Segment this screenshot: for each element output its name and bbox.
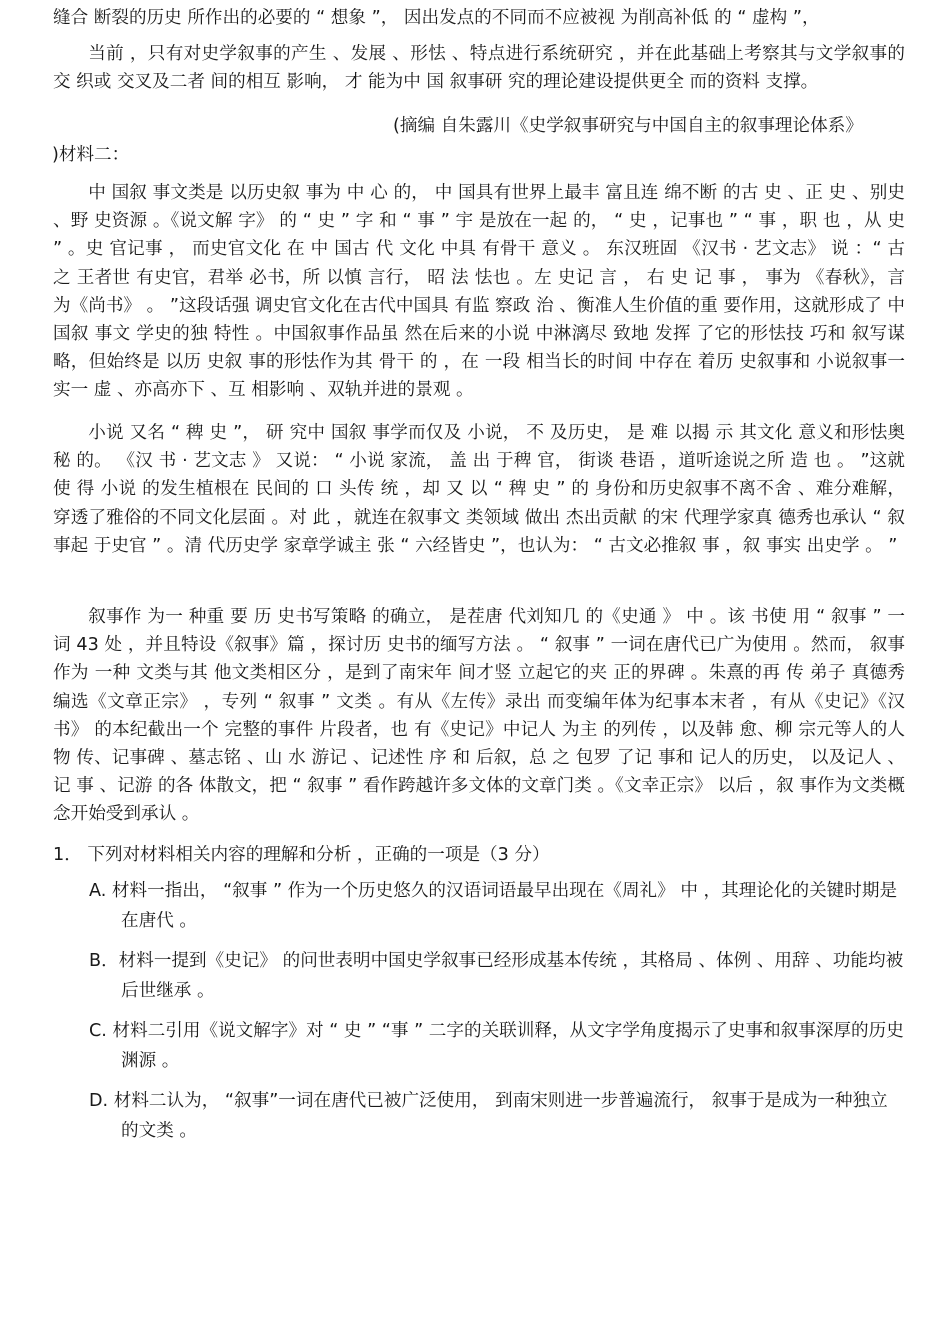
paragraph-material2-1: 中 国叙 事文类是 以历史叙 事为 中 心 的， 中 国具有世界上最丰 富且连 绵不断 的古 史 、正 史 、别史 、野 史资源 。《说文解 字》 的 “ 史 ” 字 和 “ 事 ” 宇 是放在一起 的， “ 史 ，记事也 ” “ 事 ，职 也 ，从 史 ” 。史 官记事 ， 而史官文化 在 中 国古 代 文化 中具 有骨干 意义 。 东汉班固 《汉书 · 艺文志》 说 ：“ 古之 王者世 有史官，君举 必书，所 以慎 言行， 昭 法 怯也 。左 史记 言 ， 右 史 记 事 ， 事为 《春秋》，言 为《尚书》 。 ”这段话强 调史官文化在古代中国具 有监 察政 治 、衡准人生价值的重 要作用，这就形成了 中国叙 事文 学史的独 特性 。中国叙事作品虽 然在后来的小说 中淋漓尽 致地 发挥 了它的形怯技 巧和 叙写谋略，但始终是 以历 史叙 事的形怯作为其 骨干 的 ，在 一段 相当长的时间 中存在 着历 史叙事和 小说叙事一 实一 虚 、亦高亦下 、互 相影响 、双轨并进的景观 。 — [53, 183, 905, 401]
paragraph-current-research: 当前 ，只有对史学叙事的产生 、发展 、形怯 、特点进行系统研究 ，并在此基础上考察其与文学叙事的交 织或 交叉及二者 间的相互 影响， 才 能为中 国 叙事研 究的理论建设提供更全 而的资料 支撑。 — [53, 44, 905, 93]
option-a[interactable]: A. 材料一指出， “叙事 ” 作为一个历史悠久的汉语词语最早出现在《周礼》 中 ，其理论化的关键时期是在唐代 。 — [89, 881, 898, 931]
paragraph-material2-2: 小说 又名 “ 稗 史 ”， 研 究中 国叙 事学而仅及 小说， 不 及历史， 是 难 以揭 示 其文化 意义和形怯奥秘 的。 《汉 书 · 艺文志 》 又说： “ 小说 家流， 盖 出 于稗 官， 街谈 巷语 ，道听途说之所 造 也 。 ”这就使 得 小说 的发生植根在 民间的 口 头传 统 ，却 又 以 “ 稗 史 ” 的 身份和历史叙事不离不舍 、难分难解， 穿透了雅俗的不同文化层面 。对 此 ，就连在叙事文 类领域 做出 杰出贡献 的宋 代理学家真 德秀也承认 “ 叙事起 于史官 ” 。清 代历史学 家章学诚主 张 “ 六经皆史 ”，也认为： “ 古文必推叙 事 ，叙 事实 出史学 。 ” — [53, 423, 905, 556]
intro-line: 缝合 断裂的历史 所作出的必要的 “ 想象 ”， 因出发点的不同而不应被视 为削高补低 的 “ 虚构 ”， — [53, 8, 820, 28]
question-stem: 1． 下列对材料相关内容的理解和分析 ，正确的一项是（3 分） — [53, 845, 550, 865]
option-d[interactable]: D. 材料二认为， “叙事”一词在唐代已被广泛使用， 到南宋则进一步普遍流行， 叙事于是成为一种独立的文类 。 — [89, 1091, 888, 1141]
material-two-heading: )材料二： — [52, 145, 130, 165]
paragraph-material2-3: 叙事作 为一 种重 要 历 史书写策略 的确立， 是茬唐 代刘知几 的《史通 》 中 。该 书使 用 “ 叙事 ” 一词 43 处 ，并且特设《叙事》篇 ，探讨历 史书的缅写方法 。 “ 叙事 ” 一词在唐代已广为使用 。然而， 叙事作为 一种 文类与其 他文类相区分 ，是到了南宋年 间才竖 立起它的夹 正的界碑 。朱熹的再 传 弟子 真德秀编选《文章正宗》 ，专列 “ 叙事 ” 文类 。有从《左传》录出 而变编年体为纪事本末者 ，有从《史记》《汉书》 的本纪截出一个 完整的事件 片段者，也 有《史记》中记人 为主 的列传 ，以及韩 愈、柳 宗元等人的人物 传、记事碑 、墓志铭 、山 水 游记 、记述性 序 和 后叙，总 之 包罗 了记 事和 记人的历史， 以及记人 、记 事 、记游 的各 体散文，把 “ 叙事 ” 看作跨越许多文体的文章门类 。《文幸正宗》 以后 ，叙 事作为文类概念开始受到承认 。 — [53, 607, 905, 825]
option-c[interactable]: C. 材料二引用《说文解字》对 “ 史 ” “事 ” 二字的关联训释，从文字学角度揭示了史事和叙事深厚的历史渊源 。 — [89, 1021, 904, 1071]
source-citation: (摘编 自朱露川《史学叙事研究与中国自主的叙事理论体系》 — [393, 116, 863, 136]
option-b[interactable]: B．材料一提到《史记》 的问世表明中国史学叙事已经形成基本传统 ，其格局 、体例 、用辞 、功能均被后世继承 。 — [89, 951, 904, 1001]
